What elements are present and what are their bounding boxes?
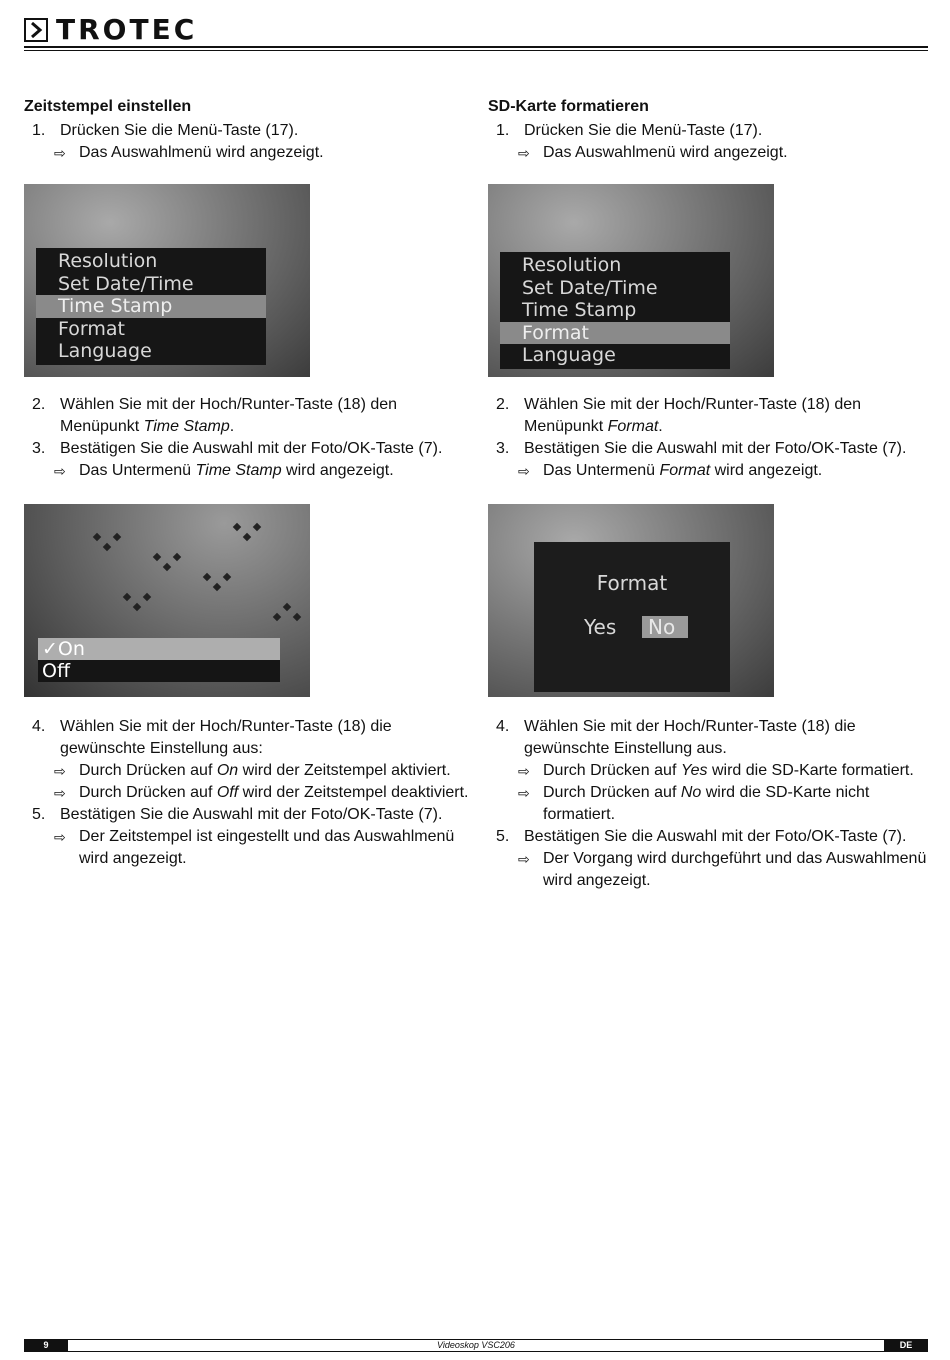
step-3	[24, 438, 474, 460]
step-number: 3.	[496, 440, 510, 457]
result-4b	[24, 782, 474, 804]
result-text-end: wird der Zeitstempel deaktiviert.	[238, 784, 469, 801]
step-3	[488, 438, 938, 460]
result-text: Das Untermenü	[79, 462, 196, 479]
menu-item-language: Language	[522, 344, 616, 366]
trotec-logo-icon	[24, 18, 48, 42]
brand-name: TROTEC	[56, 13, 198, 46]
step-5	[24, 804, 474, 826]
arrow-right-icon: ⇨	[54, 829, 66, 845]
result-4a	[24, 760, 474, 782]
step-1	[488, 120, 928, 142]
menu-item-language: Language	[58, 340, 152, 362]
option-off: Off	[38, 660, 280, 682]
result-4b	[488, 782, 938, 826]
screenshot-main-menu	[24, 184, 310, 377]
format-dialog	[534, 542, 730, 692]
result-5	[488, 848, 938, 892]
step-number: 1.	[32, 122, 46, 139]
result-text-end: wird angezeigt.	[710, 462, 823, 479]
step-5	[488, 826, 938, 848]
menu-list	[36, 248, 266, 365]
result-text: Der Zeitstempel ist eingestellt und das Auswahlmenü wird angezeigt.	[79, 828, 455, 867]
page-footer	[24, 1339, 928, 1352]
step-number: 5.	[496, 828, 510, 845]
result-emphasis: Yes	[680, 762, 708, 779]
step-text: Wählen Sie mit der Hoch/Runter-Taste (18) den Menüpunkt	[524, 396, 862, 435]
step-emphasis: Format	[607, 418, 659, 435]
header-rule-thin	[24, 50, 928, 51]
result-3	[488, 460, 938, 482]
step-text: Wählen Sie mit der Hoch/Runter-Taste (18) die gewünschte Einstellung aus.	[524, 718, 856, 757]
menu-item-set-date-time: Set Date/Time	[58, 272, 194, 295]
steps-2-3	[488, 394, 938, 482]
step-2	[488, 394, 938, 438]
step-text: Wählen Sie mit der Hoch/Runter-Taste (18) den Menüpunkt	[60, 396, 398, 435]
section-heading: Zeitstempel einstellen	[24, 98, 192, 115]
menu-item-set-date-time: Set Date/Time	[522, 276, 658, 299]
menu-item-resolution: Resolution	[58, 250, 158, 272]
result-text-end: wird die SD-Karte formatiert.	[707, 762, 914, 779]
arrow-right-icon: ⇨	[518, 763, 530, 779]
result-emphasis: Off	[216, 784, 239, 801]
steps-2-3	[24, 394, 474, 482]
step-number: 1.	[496, 122, 510, 139]
menu-item-format: Format	[500, 322, 730, 345]
result-emphasis: Time Stamp	[195, 462, 282, 479]
result-1	[24, 142, 464, 164]
result-emphasis: No	[680, 784, 702, 801]
steps-4-5	[488, 716, 938, 892]
document-title: Videoskop VSC206	[437, 1340, 515, 1350]
page-header	[24, 14, 928, 54]
step-text: Bestätigen Sie die Auswahl mit der Foto/OK-Taste (7).	[524, 440, 907, 457]
step-number: 4.	[496, 718, 510, 735]
step-text: Drücken Sie die Menü-Taste (17).	[524, 122, 763, 139]
result-text: Das Untermenü	[543, 462, 660, 479]
step-number: 4.	[32, 718, 46, 735]
menu-item-time-stamp: Time Stamp	[522, 299, 637, 321]
arrow-right-icon: ⇨	[518, 463, 530, 479]
screenshot-main-menu	[488, 184, 774, 377]
result-1	[488, 142, 928, 164]
dialog-title: Format	[596, 571, 668, 595]
screenshot-time-stamp-submenu	[24, 504, 310, 697]
result-text: Das Auswahlmenü wird angezeigt.	[79, 144, 324, 161]
step-text-end: .	[229, 418, 235, 435]
step-2	[24, 394, 474, 438]
option-yes: Yes	[584, 615, 617, 639]
result-text: Durch Drücken auf	[543, 784, 681, 801]
menu-item-time-stamp: Time Stamp	[36, 295, 266, 318]
language-code: DE	[884, 1339, 928, 1352]
header-rule	[24, 46, 928, 48]
section-heading: SD-Karte formatieren	[488, 98, 649, 115]
result-text-end: wird die SD-Karte nicht formatiert.	[543, 784, 870, 823]
step-4	[24, 716, 474, 760]
menu-item-format: Format	[58, 317, 125, 340]
steps-4-5	[24, 716, 474, 870]
arrow-right-icon: ⇨	[518, 851, 530, 867]
result-text: Durch Drücken auf	[79, 784, 217, 801]
result-emphasis: Format	[659, 462, 711, 479]
arrow-right-icon: ⇨	[518, 145, 530, 161]
menu-item-resolution: Resolution	[522, 254, 622, 276]
result-text-end: wird angezeigt.	[281, 462, 394, 479]
arrow-right-icon: ⇨	[54, 145, 66, 161]
step-number: 2.	[32, 396, 46, 413]
screenshot-format-dialog	[488, 504, 774, 697]
step-4	[488, 716, 938, 760]
arrow-right-icon: ⇨	[54, 785, 66, 801]
result-3	[24, 460, 474, 482]
step-text: Wählen Sie mit der Hoch/Runter-Taste (18) die gewünschte Einstellung aus:	[60, 718, 392, 757]
step-text-end: .	[658, 418, 663, 435]
step-emphasis: Time Stamp	[143, 418, 230, 435]
result-text: Durch Drücken auf	[543, 762, 681, 779]
step-text: Bestätigen Sie die Auswahl mit der Foto/OK-Taste (7).	[524, 828, 907, 845]
on-off-list	[38, 638, 280, 682]
result-4a	[488, 760, 938, 782]
arrow-right-icon: ⇨	[518, 785, 530, 801]
page-number: 9	[24, 1339, 68, 1352]
option-on: ✓On	[38, 638, 280, 660]
step-number: 5.	[32, 806, 46, 823]
result-emphasis: On	[216, 762, 239, 779]
result-text: Der Vorgang wird durchgeführt und das Auswahlmenü wird angezeigt.	[543, 850, 927, 889]
result-text: Durch Drücken auf	[79, 762, 217, 779]
result-5	[24, 826, 474, 870]
column-timestamp	[24, 96, 469, 867]
option-no: No	[642, 616, 688, 638]
step-1	[24, 120, 464, 142]
step-text: Bestätigen Sie die Auswahl mit der Foto/OK-Taste (7).	[60, 440, 443, 457]
arrow-right-icon: ⇨	[54, 763, 66, 779]
step-text: Bestätigen Sie die Auswahl mit der Foto/OK-Taste (7).	[60, 806, 443, 823]
menu-list	[500, 252, 730, 369]
column-sd-format	[488, 96, 928, 889]
step-number: 2.	[496, 396, 510, 413]
step-text: Drücken Sie die Menü-Taste (17).	[60, 122, 299, 139]
step-number: 3.	[32, 440, 46, 457]
arrow-right-icon: ⇨	[54, 463, 66, 479]
result-text: Das Auswahlmenü wird angezeigt.	[543, 144, 788, 161]
result-text-end: wird der Zeitstempel aktiviert.	[238, 762, 451, 779]
